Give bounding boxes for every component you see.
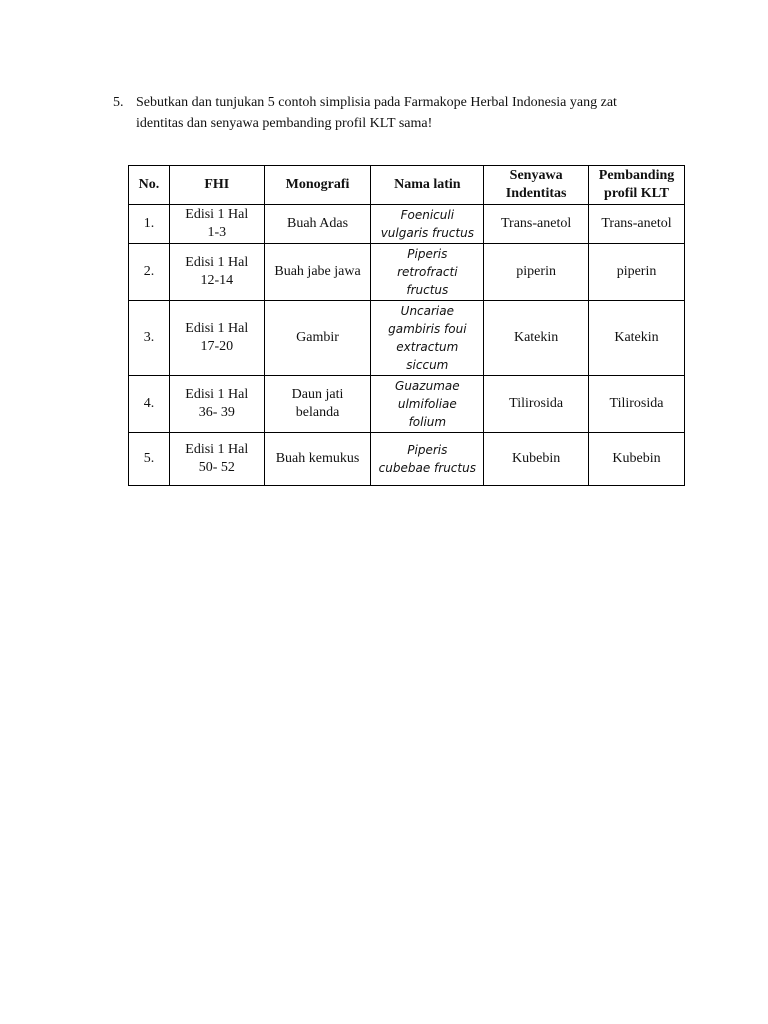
table-row bbox=[129, 433, 685, 486]
cell-monografi-line: Daun jati bbox=[291, 387, 344, 402]
header-monografi: Monografi bbox=[264, 166, 371, 205]
cell-monografi bbox=[264, 376, 371, 433]
cell-monografi-line: Buah kemukus bbox=[275, 451, 360, 466]
cell-pembanding-profil: Trans-anetol bbox=[589, 205, 685, 244]
cell-nama-latin bbox=[371, 433, 484, 486]
cell-nama-latin-line: ulmifoliae bbox=[397, 397, 457, 411]
cell-nama-latin bbox=[371, 244, 484, 301]
cell-fhi-line: 36- 39 bbox=[198, 405, 235, 420]
cell-fhi-line: 17-20 bbox=[200, 339, 234, 354]
cell-no: 4. bbox=[129, 376, 170, 433]
table-header-row bbox=[129, 166, 685, 205]
question-line: Sebutkan dan tunjukan 5 contoh simplisia pada Farmakope Herbal Indonesia yang zat bbox=[136, 95, 617, 110]
cell-senyawa-identitas: Katekin bbox=[484, 301, 589, 376]
table-row bbox=[129, 244, 685, 301]
header-fhi: FHI bbox=[169, 166, 264, 205]
cell-fhi bbox=[169, 433, 264, 486]
header-line: profil KLT bbox=[604, 186, 669, 201]
cell-senyawa-identitas: Trans-anetol bbox=[484, 205, 589, 244]
cell-nama-latin-line: retrofracti bbox=[397, 265, 458, 279]
cell-fhi bbox=[169, 244, 264, 301]
question bbox=[113, 92, 713, 134]
cell-nama-latin bbox=[371, 301, 484, 376]
cell-fhi bbox=[169, 205, 264, 244]
cell-nama-latin-line: Uncariae bbox=[400, 304, 454, 318]
cell-nama-latin-line: folium bbox=[408, 415, 447, 429]
cell-fhi bbox=[169, 376, 264, 433]
cell-fhi-line: 1-3 bbox=[207, 225, 227, 240]
cell-fhi-line: Edisi 1 Hal bbox=[185, 255, 249, 270]
cell-nama-latin bbox=[371, 205, 484, 244]
cell-nama-latin-line: Piperis bbox=[407, 247, 448, 261]
cell-nama-latin-line: cubebae fructus bbox=[378, 461, 476, 475]
cell-monografi bbox=[264, 244, 371, 301]
cell-nama-latin-line: Foeniculi bbox=[400, 208, 455, 222]
cell-fhi-line: Edisi 1 Hal bbox=[185, 321, 249, 336]
cell-pembanding-profil: piperin bbox=[589, 244, 685, 301]
cell-monografi-line: belanda bbox=[295, 405, 340, 420]
cell-nama-latin-line: gambiris foui bbox=[388, 322, 467, 336]
cell-fhi-line: 50- 52 bbox=[198, 460, 235, 475]
cell-no: 5. bbox=[129, 433, 170, 486]
cell-fhi-line: Edisi 1 Hal bbox=[185, 387, 249, 402]
cell-fhi-line: 12-14 bbox=[200, 273, 234, 288]
table-row bbox=[129, 376, 685, 433]
cell-fhi bbox=[169, 301, 264, 376]
table-body bbox=[129, 205, 685, 486]
question-text bbox=[136, 92, 713, 134]
cell-senyawa-identitas: Kubebin bbox=[484, 433, 589, 486]
header-senyawa-identitas bbox=[484, 166, 589, 205]
header-line: Indentitas bbox=[505, 186, 567, 201]
cell-monografi bbox=[264, 301, 371, 376]
cell-nama-latin-line: vulgaris fructus bbox=[380, 226, 474, 240]
cell-monografi bbox=[264, 433, 371, 486]
cell-nama-latin-line: Guazumae bbox=[395, 379, 460, 393]
header-line: Pembanding bbox=[598, 168, 675, 183]
cell-pembanding-profil: Kubebin bbox=[589, 433, 685, 486]
simplisia-table bbox=[128, 165, 685, 486]
cell-pembanding-profil: Katekin bbox=[589, 301, 685, 376]
cell-nama-latin-line: Piperis bbox=[407, 443, 448, 457]
table-row bbox=[129, 205, 685, 244]
question-number: 5. bbox=[113, 95, 124, 110]
cell-pembanding-profil: Tilirosida bbox=[589, 376, 685, 433]
cell-monografi-line: Buah jabe jawa bbox=[274, 264, 361, 279]
header-line: Senyawa bbox=[509, 168, 563, 183]
cell-no: 1. bbox=[129, 205, 170, 244]
table-row bbox=[129, 301, 685, 376]
cell-nama-latin-line: fructus bbox=[406, 283, 449, 297]
cell-fhi-line: Edisi 1 Hal bbox=[185, 442, 249, 457]
cell-nama-latin-line: extractum bbox=[396, 340, 459, 354]
header-nama-latin: Nama latin bbox=[371, 166, 484, 205]
cell-senyawa-identitas: piperin bbox=[484, 244, 589, 301]
cell-fhi-line: Edisi 1 Hal bbox=[185, 207, 249, 222]
header-pembanding-profil bbox=[589, 166, 685, 205]
cell-monografi-line: Gambir bbox=[296, 330, 339, 345]
cell-monografi-line: Buah Adas bbox=[287, 216, 349, 231]
header-no: No. bbox=[129, 166, 170, 205]
cell-senyawa-identitas: Tilirosida bbox=[484, 376, 589, 433]
question-line: identitas dan senyawa pembanding profil KLT sama! bbox=[136, 116, 433, 131]
cell-no: 3. bbox=[129, 301, 170, 376]
cell-monografi bbox=[264, 205, 371, 244]
cell-nama-latin-line: siccum bbox=[406, 358, 449, 372]
cell-no: 2. bbox=[129, 244, 170, 301]
cell-nama-latin bbox=[371, 376, 484, 433]
